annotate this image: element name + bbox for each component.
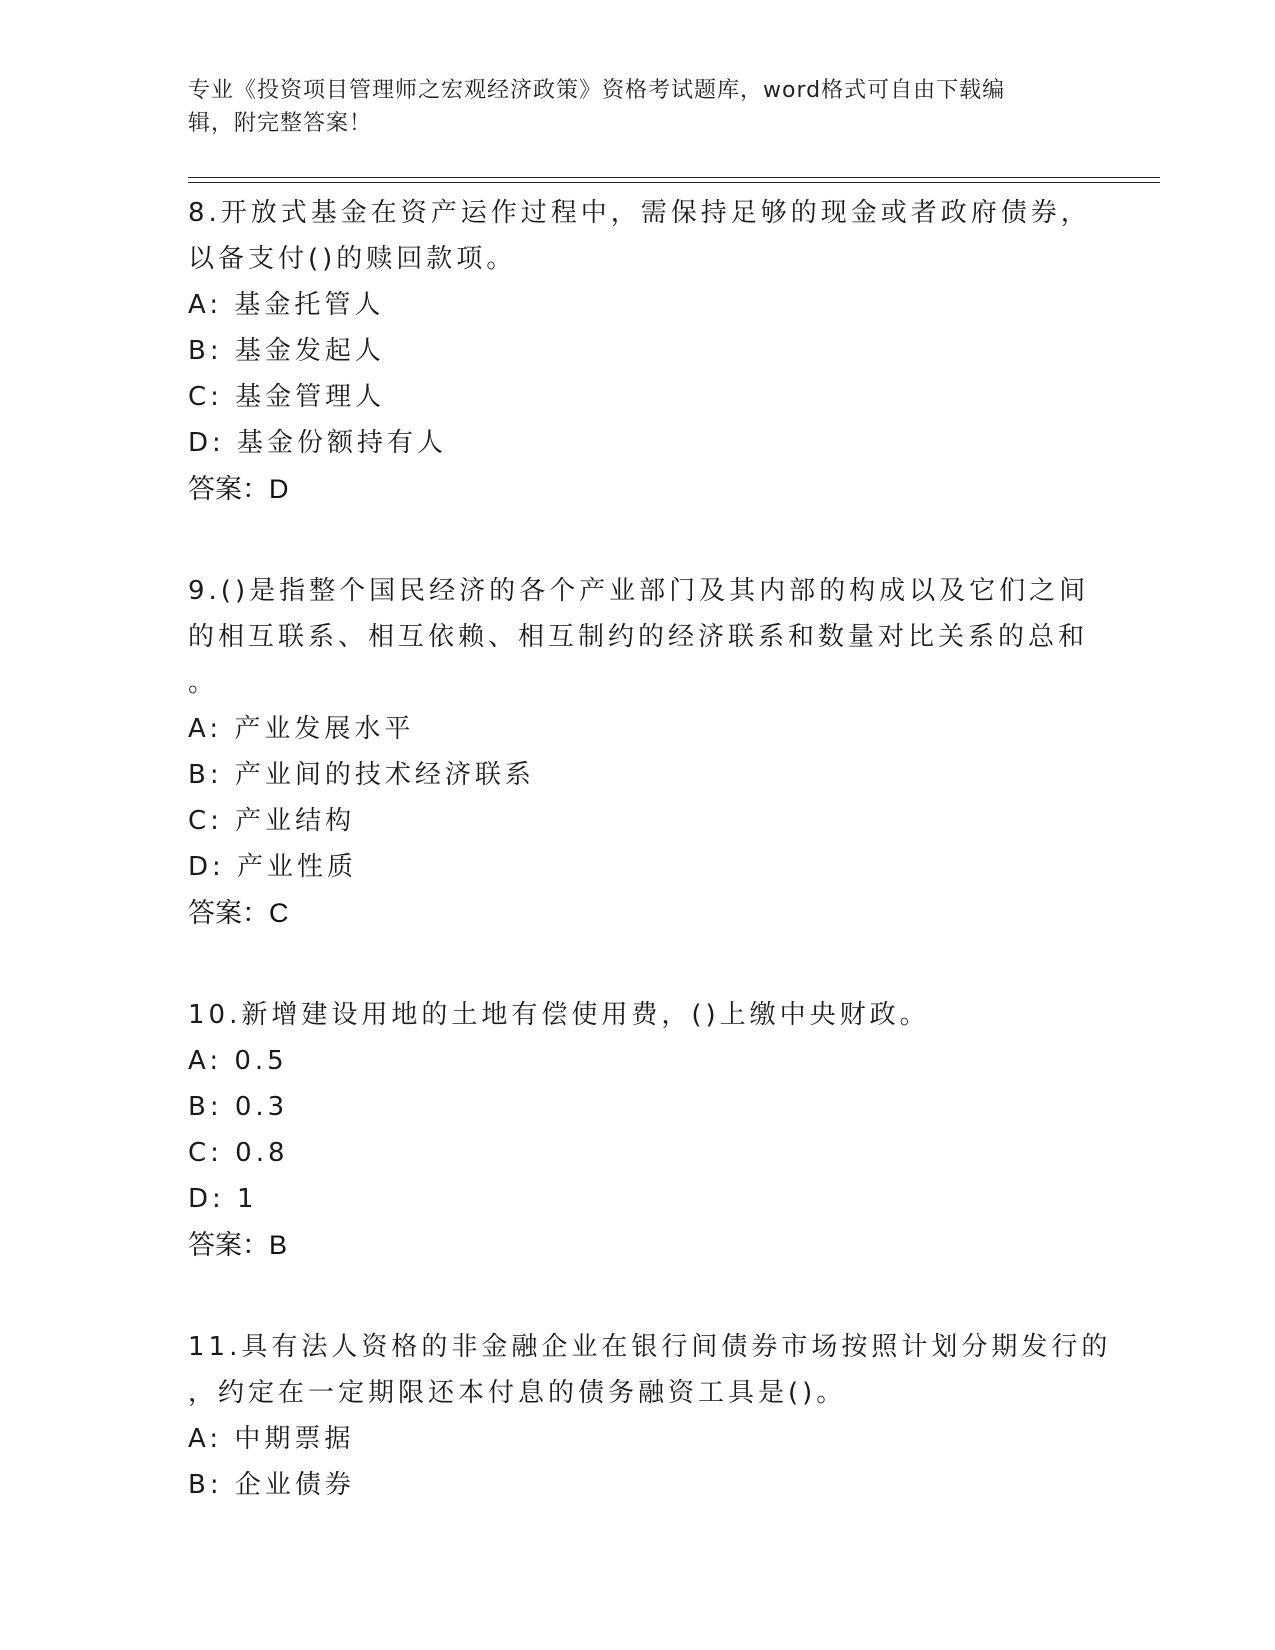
option-c: C: 0.8 <box>188 1138 289 1168</box>
option-b: B: 产业间的技术经济联系 <box>188 760 535 790</box>
answer: 答案：C <box>188 898 289 928</box>
question-10 <box>188 992 1088 1268</box>
answer: 答案：B <box>188 1230 288 1260</box>
option-a: A: 中期票据 <box>188 1424 355 1454</box>
option-a: A: 产业发展水平 <box>188 714 415 744</box>
question-text: 11.具有法人资格的非金融企业在银行间债券市场按照计划分期发行的 <box>188 1332 1112 1362</box>
option-d: D: 1 <box>188 1184 258 1214</box>
header-divider-top <box>188 177 1160 178</box>
question-11 <box>188 1324 1112 1508</box>
question-text: 8.开放式基金在资产运作过程中，需保持足够的现金或者政府债券， <box>188 198 1091 228</box>
question-text: 的相互联系、相互依赖、相互制约的经济联系和数量对比关系的总和 <box>188 622 1089 652</box>
document-header <box>188 74 1088 140</box>
option-c: C: 基金管理人 <box>188 382 386 412</box>
question-text: ，约定在一定期限还本付息的债务融资工具是()。 <box>188 1378 847 1408</box>
option-d: D: 产业性质 <box>188 852 358 882</box>
option-a: A: 基金托管人 <box>188 290 385 320</box>
option-d: D: 基金份额持有人 <box>188 428 448 458</box>
question-text: 10.新增建设用地的土地有偿使用费，()上缴中央财政。 <box>188 1000 930 1030</box>
option-b: B: 基金发起人 <box>188 336 385 366</box>
question-text: 以备支付()的赎回款项。 <box>188 244 517 274</box>
option-c: C: 产业结构 <box>188 806 356 836</box>
header-divider-bottom <box>188 182 1160 183</box>
question-text: 。 <box>188 668 219 698</box>
question-8 <box>188 190 1091 512</box>
answer: 答案：D <box>188 474 289 504</box>
question-list <box>188 190 1112 1564</box>
option-b: B: 企业债券 <box>188 1470 355 1500</box>
option-a: A: 0.5 <box>188 1046 288 1076</box>
question-text: 9.()是指整个国民经济的各个产业部门及其内部的构成以及它们之间 <box>188 576 1090 606</box>
option-b: B: 0.3 <box>188 1092 289 1122</box>
header-line-1: 专业《投资项目管理师之宏观经济政策》资格考试题库，word格式可自由下载编 <box>188 78 1006 103</box>
header-line-2: 辑，附完整答案！ <box>188 111 373 136</box>
question-9 <box>188 568 1088 936</box>
